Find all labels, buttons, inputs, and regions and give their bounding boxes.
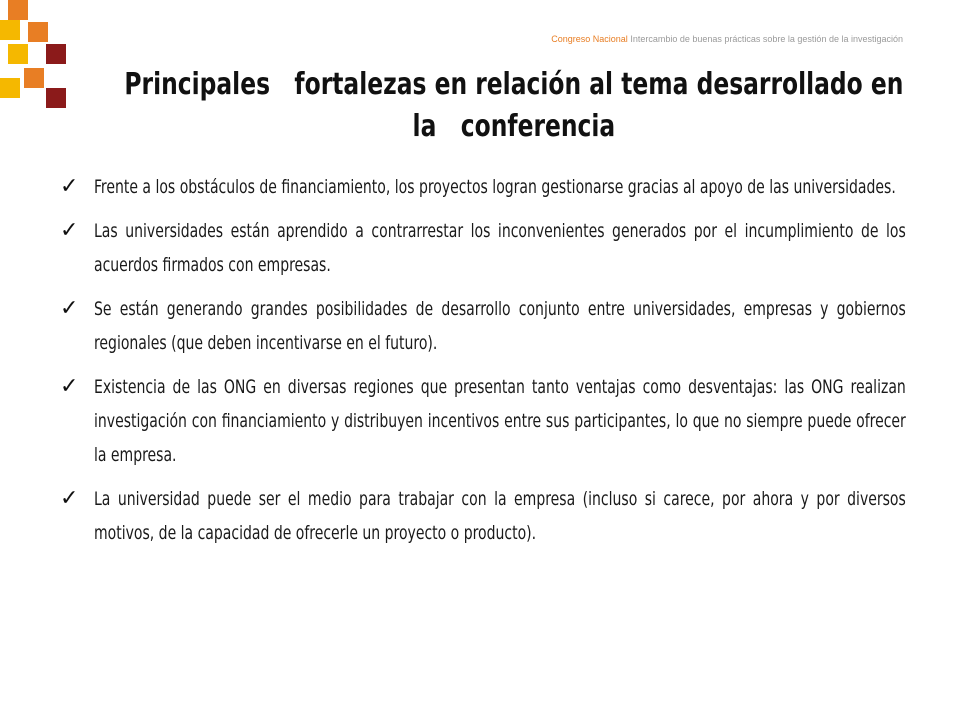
slide-title-line2: la conferencia bbox=[412, 109, 616, 144]
list-item-text: Frente a los obstáculos de financiamiento, los proyectos logran gestionarse gracias al apoyo de las universidades. bbox=[94, 176, 896, 198]
logo-square bbox=[8, 44, 28, 64]
header-caption bbox=[551, 34, 903, 44]
strengths-list bbox=[60, 170, 905, 560]
check-icon: ✓ bbox=[60, 486, 79, 511]
slide-title bbox=[120, 64, 908, 148]
check-icon: ✓ bbox=[60, 296, 79, 321]
list-item bbox=[60, 214, 905, 282]
logo-square bbox=[8, 0, 28, 20]
list-item bbox=[60, 482, 905, 550]
slide-title-line1: Principales fortalezas en relación al tema desarrollado en bbox=[124, 67, 904, 102]
check-icon: ✓ bbox=[60, 174, 79, 199]
list-item-text: Se están generando grandes posibilidades de desarrollo conjunto entre universidades, empresas y gobiernos regionales (que deben incentivarse en el futuro). bbox=[94, 298, 906, 354]
logo-square bbox=[46, 88, 66, 108]
list-item bbox=[60, 292, 905, 360]
list-item bbox=[60, 170, 905, 204]
logo-square bbox=[0, 20, 20, 40]
check-icon: ✓ bbox=[60, 218, 79, 243]
logo-square bbox=[0, 78, 20, 98]
list-item bbox=[60, 370, 905, 472]
header-org: Congreso Nacional bbox=[551, 34, 628, 44]
logo-squares bbox=[0, 0, 70, 110]
check-icon: ✓ bbox=[60, 374, 79, 399]
list-item-text: Existencia de las ONG en diversas regiones que presentan tanto ventajas como desventajas: las ONG realizan investigación con financiamiento y distribuyen incentivos entre sus participantes, lo que no siempre puede ofrecer la empresa. bbox=[94, 376, 906, 466]
list-item-text: Las universidades están aprendido a contrarrestar los inconvenientes generados por el incumplimiento de los acuerdos firmados con empresas. bbox=[94, 220, 906, 276]
logo-square bbox=[24, 68, 44, 88]
list-item-text: La universidad puede ser el medio para trabajar con la empresa (incluso si carece, por ahora y por diversos motivos, de la capacidad de ofrecerle un proyecto o producto). bbox=[94, 488, 906, 544]
logo-square bbox=[28, 22, 48, 42]
header-subtitle: Intercambio de buenas prácticas sobre la gestión de la investigación bbox=[630, 34, 903, 44]
logo-square bbox=[46, 44, 66, 64]
